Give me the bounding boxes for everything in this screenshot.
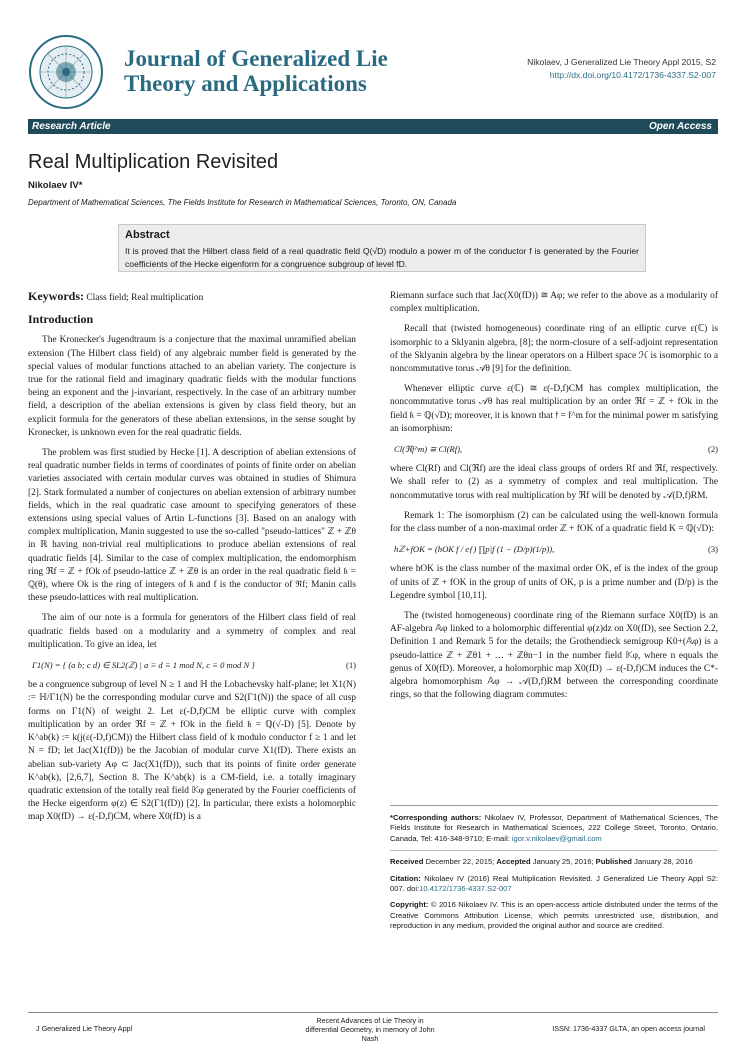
keywords xyxy=(28,290,356,305)
paragraph: be a congruence subgroup of level N ≥ 1 and ℍ the Lobachevsky half-plane; let X1(N) := ℍ/Γ1(N) be the corresponding modular curve and S2(Γ1(N)) the space of all cusp forms on Γ1(N) of weight 2. Let ε(-D,f)CM be elliptic curve with complex multiplication by an order ℜf = ℤ + fOk in the field 𝔨 = ℚ(√-D) [5]. Denote by K^ab(k) := k(j(ε(-D,f)CM)) the Hilbert class field of k modulo conductor f ≥ 1 and let N = fD; let Jac(X1(fD)) be the Jacobian of modular curve X1(fD). There exists an abelian sub-variety Aφ ⊂ Jac(X1(fD)), such that its points of finite order generate K^ab(k), [2,6,7], Section 8. The K^ab(k) is a CM-field, i.e. a totally imaginary quadratic extension of the totally real field 𝕂φ generated by the Fourier coefficients of the Hecke eigenform φ(z) ∈ S2(Γ1(fD)) [2]. In particular, there exists a holomorphic map X0(fD) → ε(-D,f)CM, where X0(fD) is a xyxy=(28,680,356,823)
paragraph: The Kronecker's Jugendtraum is a conjecture that the maximal unramified abelian extension (The Hilbert class field) of any algebraic number field is generated by the special values of modular functions attached to an abelian variety. The conjecture is true for the rational field and imaginary quadratic fields with the modular functions being an exponent and the j-invariant, respectively. In the case of an arbitrary number field, a description of the abelian extensions is given by class field theory, but an explicit formula for the generators of these abelian extensions, in the sense sought by Kronecker, is unknown even for the real quadratic fields. xyxy=(28,335,356,438)
abstract-box xyxy=(118,224,646,272)
author-affiliation: Department of Mathematical Sciences, The Fields Institute for Research in Mathematical Sciences, Toronto, ON, Canada xyxy=(28,198,457,207)
research-article-label: Research Article xyxy=(32,121,111,132)
dates-note: Received December 22, 2015; Accepted January 25, 2016; Published January 28, 2016 xyxy=(390,857,693,867)
abstract-text: It is proved that the Hilbert class field of a real quadratic field Q(√D) modulo a power m of the conductor f is generated by the Fourier coefficients of the Hecke eigenform for a congruence subgroup of level fD. xyxy=(125,246,639,269)
footer-issn: ISSN: 1736-4337 GLTA, an open access journal xyxy=(552,1024,705,1033)
paragraph: The aim of our note is a formula for generators of the Hilbert class field of real quadratic fields based on a modularity and a symmetry of complex and real multiplication. To give an idea, let xyxy=(28,613,356,650)
paragraph: The problem was first studied by Hecke [1]. A description of abelian extensions of real quadratic number fields in terms of coordinates of points of finite order on abelian varieties associated with certain modular curves was obtained in studies of Shimura [2]. Stark formulated a number of conjectures on abelian extension of arbitrary number fields, which in the real quadratic case amount to specifying generators of these extensions using special values of Artin L-functions [3]. Based on an analogy with complex multiplication, Manin suggested to use the so-called "pseudo-lattices" ℤ + ℤθ in ℝ having non-trivial real multiplications to produce abelian extensions of real quadratic fields [4]. Similar to the case of complex multiplication, the endomorphism ring ℜf = ℤ + fOk of pseudo-lattice ℤ + ℤθ is an order in the real quadratic field 𝔨 = ℚ(θ), where Ok is the ring of integers of 𝔨 and f is the conductor of ℜf; Manin calls these pseudo-lattices with real multiplication. xyxy=(28,448,356,604)
footnote-divider xyxy=(390,805,718,806)
equation-2: Cl(ℜf^m) ≅ Cl(Rf), (2) xyxy=(390,443,718,456)
keywords-text: Class field; Real multiplication xyxy=(86,293,204,303)
equation-number: (2) xyxy=(707,444,718,455)
paragraph: where hOK is the class number of the maximal order OK, ef is the index of the group of units of ℤ + fOK in the group of units of OK, p is a prime number and (D/p) is the Legendre symbol [10,11]. xyxy=(390,564,718,601)
paragraph: Whenever elliptic curve ε(ℂ) ≅ ε(-D,f)CM has complex multiplication, the noncommutative torus 𝒜θ has real multiplication by an order ℜf = ℤ + fOk in the field 𝔨 = ℚ(√D); moreover, it is known that 𝔣 = f^m for the minimal power m satisfying an isomorphism: xyxy=(390,384,718,434)
journal-header xyxy=(28,34,718,114)
corresponding-author-note: *Corresponding authors: Nikolaev IV, Professor, Department of Mathematical Sciences, The Fields Institute for Research in Mathematical Sciences, 222 College Street, Toronto, Ontario, Canada, Tel: 416-348-9710; E-mail: igor.v.nikolaev@gmail.com xyxy=(390,813,718,843)
footnote-separator xyxy=(390,850,718,851)
footer-issue: Recent Advances of Lie Theory in differential Geometry, in memory of John Nash xyxy=(305,1016,435,1043)
article-title: Real Multiplication Revisited xyxy=(28,151,279,173)
citation-header: Nikolaev, J Generalized Lie Theory Appl 2015, S2 http://dx.doi.org/10.4172/1736-4337.S2-007 xyxy=(527,57,716,80)
footer-journal: J Generalized Lie Theory Appl xyxy=(36,1024,133,1033)
article-type-bar xyxy=(28,119,718,134)
equation-3: hℤ+fOK = (hOK f / eƒ) ∏p|f (1 − (D/p)(1/p)), (3) xyxy=(390,543,718,556)
equation-1: Γ1(N) = { (a b; c d) ∈ SL2(ℤ) | a ≡ d ≡ 1 mod N, c ≡ 0 mod N } (1) xyxy=(28,659,356,672)
citation-doi-link[interactable]: 10.4172/1736-4337.S2-007 xyxy=(419,884,512,894)
paragraph: Recall that (twisted homogeneous) coordinate ring of an elliptic curve ε(ℂ) is isomorphic to a Sklyanin algebra, [8]; the norm-closure of a self-adjoint representation of the Sklyanin algebra by the linear operators on a Hilbert space ℋ is isomorphic to a noncommutative torus 𝒜θ [9] for the definition. xyxy=(390,324,718,375)
introduction-heading: Introduction xyxy=(28,312,94,327)
right-column xyxy=(390,290,718,709)
paragraph: Riemann surface such that Jac(X0(fD)) ≅ Aφ; we refer to the above as a modularity of complex multiplication. xyxy=(390,291,718,315)
citation-note: Citation: Nikolaev IV (2016) Real Multiplication Revisited. J Generalized Lie Theory Appl S2: 007. doi:10.4172/1736-4337.S2-007 xyxy=(390,873,718,894)
open-access-label: Open Access xyxy=(649,121,712,132)
copyright-note: Copyright: © 2016 Nikolaev IV. This is an open-access article distributed under the terms of the Creative Commons Attribution License, which permits unrestricted use, distribution, and reproduction in any medium, provided the original author and source are credited. xyxy=(390,900,718,931)
equation-number: (3) xyxy=(707,544,718,555)
keywords-label: Keywords: xyxy=(28,289,84,303)
abstract-heading: Abstract xyxy=(125,229,170,241)
paragraph: The (twisted homogeneous) coordinate ring of the Riemann surface X0(fD) is an AF-algebra 𝔸φ linked to a holomorphic differential φ(z)dz on X0(fD), see Section 2.2, Definition 1 and Remark 5 for the details; the Grothendieck semigroup K0+(𝔸φ) is a pseudo-lattice ℤ + ℤθ1 + … + ℤθn−1 in the number field 𝕂φ, where n equals the genus of X0(fD). Moreover, a holomorphic map X0(fD) → ε(-D,f)CM induces the C*-algebra homomorphism 𝔸φ → 𝒜(D,f)RM between the corresponding coordinate rings, so that the following diagram commutes: xyxy=(390,611,718,701)
paragraph: where Cl(Rf) and Cl(ℜf) are the ideal class groups of orders Rf and ℜf, respectively. We shall refer to (2) as a symmetry of complex and real multiplication. The noncommutative torus with real multiplication by ℜf will be denoted by 𝒜(D,f)RM. xyxy=(390,464,718,501)
email-link[interactable]: igor.v.nikolaev@gmail.com xyxy=(511,833,602,843)
journal-title: Journal of Generalized Lie Theory and Applications xyxy=(124,46,388,96)
journal-logo-icon xyxy=(28,34,104,110)
doi-link[interactable]: http://dx.doi.org/10.4172/1736-4337.S2-007 xyxy=(549,70,716,80)
equation-number: (1) xyxy=(345,660,356,671)
remark-paragraph: Remark 1: The isomorphism (2) can be calculated using the well-known formula for the class number of a non-maximal order ℤ + fOK of a quadratic field K = ℚ(√D): xyxy=(390,510,718,535)
author-name: Nikolaev IV* xyxy=(28,180,83,191)
left-column xyxy=(28,290,356,832)
page-footer-divider xyxy=(28,1012,718,1013)
footnotes xyxy=(390,813,718,938)
